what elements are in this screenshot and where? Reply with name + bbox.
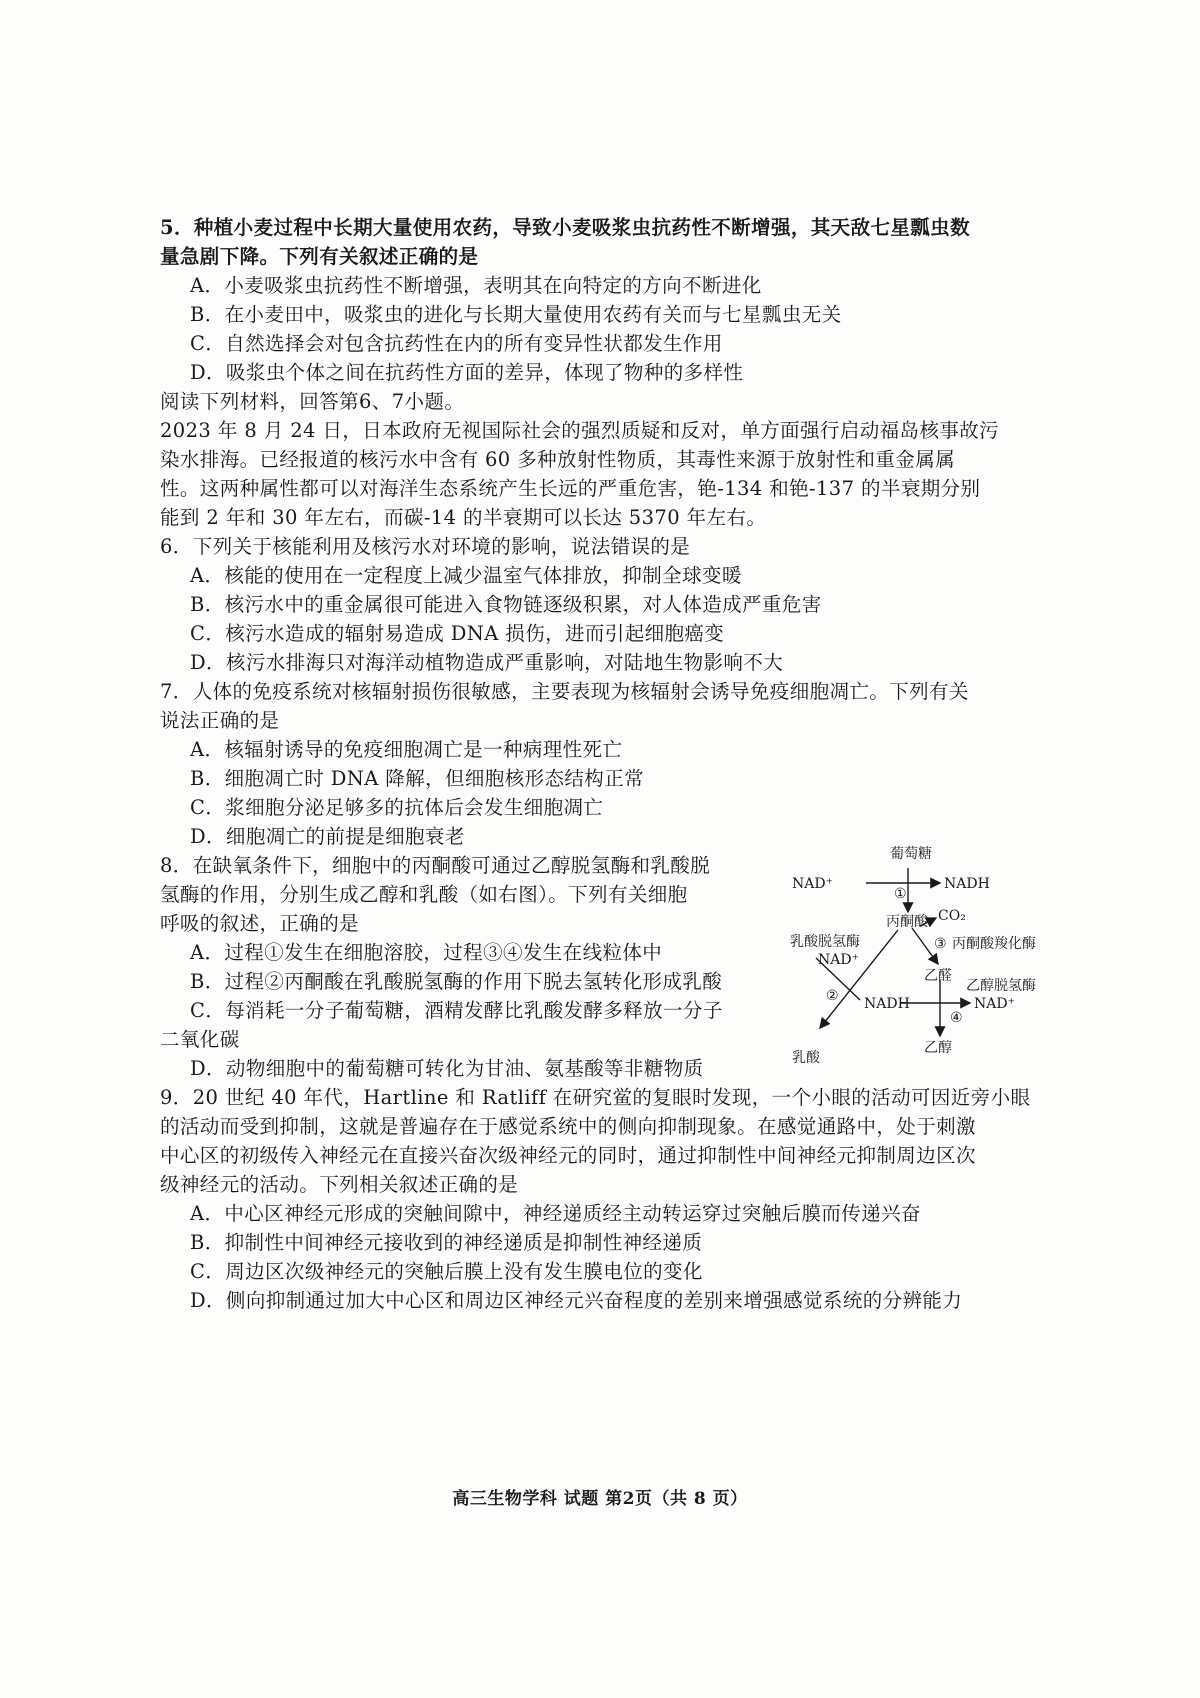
question-9-stem-line-4: 级神经元的活动。下列相关叙述正确的是 [160,1173,519,1196]
label-pyruvate: 丙酮酸 [886,914,928,930]
label-step-1: ① [894,886,907,902]
question-7-option-a: A．核辐射诱导的免疫细胞凋亡是一种病理性死亡 [190,738,623,761]
material-intro: 阅读下列材料，回答第6、7小题。 [160,390,465,413]
question-9-option-c: C．周边区次级神经元的突触后膜上没有发生膜电位的变化 [190,1260,703,1283]
respiration-pathway-diagram [790,840,1090,1070]
label-nadh-bottom: NADH [864,996,910,1012]
label-alcohol-dehydrogenase: 乙醇脱氢酶 [966,978,1036,994]
material-line-4: 能到 2 年和 30 年左右，而碳-14 的半衰期可以长达 5370 年左右。 [160,506,767,529]
question-7-option-b: B．细胞凋亡时 DNA 降解，但细胞核形态结构正常 [190,767,645,790]
question-7-stem-line-2: 说法正确的是 [160,709,280,732]
question-6-option-d: D．核污水排海只对海洋动植物造成严重影响，对陆地生物影响不大 [190,651,784,674]
question-8-stem-line-1: 8．在缺氧条件下，细胞中的丙酮酸可通过乙醇脱氢酶和乳酸脱 [160,854,711,877]
question-8-stem-line-3: 呼吸的叙述，正确的是 [160,912,360,935]
question-7-option-d: D．细胞凋亡的前提是细胞衰老 [190,825,465,848]
question-5-stem-line-2: 量急剧下降。下列有关叙述正确的是 [160,245,479,268]
label-acetaldehyde: 乙醛 [924,968,952,984]
label-nadh-top: NADH [944,876,990,892]
label-co2: CO₂ [938,908,966,924]
question-6-option-b: B．核污水中的重金属很可能进入食物链逐级积累，对人体造成严重危害 [190,593,822,616]
page-footer: 高三生物学科 试题 第2页（共 8 页） [452,1489,748,1509]
material-line-1: 2023 年 8 月 24 日，日本政府无视国际社会的强烈质疑和反对，单方面强行启动福岛核事故污 [160,419,1000,442]
label-pyruvate-decarboxylase: 丙酮酸羧化酶 [952,936,1036,952]
label-ethanol: 乙醇 [924,1040,952,1056]
question-8-option-d: D．动物细胞中的葡萄糖可转化为甘油、氨基酸等非糖物质 [190,1057,704,1080]
question-9-stem-line-1: 9．20 世纪 40 年代，Hartline 和 Ratliff 在研究鲎的复眼时发现，一个小眼的活动可因近旁小眼 [160,1086,1031,1109]
label-nad-plus-top: NAD⁺ [792,876,833,892]
label-lactate-dehydrogenase: 乳酸脱氢酶 [790,934,860,950]
question-8-stem-line-2: 氢酶的作用，分别生成乙醇和乳酸（如右图）。下列有关细胞 [160,883,688,906]
label-step-2: ② [826,988,839,1004]
question-5-option-d: D．吸浆虫个体之间在抗药性方面的差异，体现了物种的多样性 [190,361,744,384]
question-9-option-d: D．侧向抑制通过加大中心区和周边区神经元兴奋程度的差别来增强感觉系统的分辨能力 [190,1289,963,1312]
material-line-3: 性。这两种属性都可以对海洋生态系统产生长远的严重危害，铯-134 和铯-137 的半衰期分别 [160,477,981,500]
question-5-stem-line-1: 5．种植小麦过程中长期大量使用农药，导致小麦吸浆虫抗药性不断增强，其天敌七星瓢虫数 [160,216,970,239]
material-line-2: 染水排海。已经报道的核污水中含有 60 多种放射性物质，其毒性来源于放射性和重金属属 [160,448,956,471]
question-7-option-c: C．浆细胞分泌足够多的抗体后会发生细胞凋亡 [190,796,604,819]
label-nad-plus-left: NAD⁺ [818,952,859,968]
label-nad-plus-right: NAD⁺ [974,996,1015,1012]
label-glucose: 葡萄糖 [890,846,932,862]
question-8-option-b: B．过程②丙酮酸在乳酸脱氢酶的作用下脱去氢转化形成乳酸 [190,970,723,993]
question-9-stem-line-3: 中心区的初级传入神经元在直接兴奋次级神经元的同时，通过抑制性中间神经元抑制周边区次 [160,1144,976,1167]
question-8-option-a: A．过程①发生在细胞溶胶，过程③④发生在线粒体中 [190,941,663,964]
label-lactate: 乳酸 [792,1050,820,1066]
question-8-option-c: C．每消耗一分子葡萄糖，酒精发酵比乳酸发酵多释放一分子 [190,999,723,1022]
question-7-stem-line-1: 7．人体的免疫系统对核辐射损伤很敏感，主要表现为核辐射会诱导免疫细胞凋亡。下列有关 [160,680,969,703]
question-8-option-c-continued: 二氧化碳 [160,1028,240,1051]
question-6-option-a: A．核能的使用在一定程度上减少温室气体排放，抑制全球变暖 [190,564,742,587]
question-5-option-c: C．自然选择会对包含抗药性在内的所有变异性状都发生作用 [190,332,723,355]
question-5-option-a: A．小麦吸浆虫抗药性不断增强，表明其在向特定的方向不断进化 [190,274,762,297]
question-9-stem-line-2: 的活动而受到抑制，这就是普遍存在于感觉系统中的侧向抑制现象。在感觉通路中，处于刺激 [160,1115,976,1138]
question-9-option-a: A．中心区神经元形成的突触间隙中，神经递质经主动转运穿过突触后膜而传递兴奋 [190,1202,921,1225]
question-9-option-b: B．抑制性中间神经元接收到的神经递质是抑制性神经递质 [190,1231,703,1254]
question-5-option-b: B．在小麦田中，吸浆虫的进化与长期大量使用农药有关而与七星瓢虫无关 [190,303,842,326]
label-step-3: ③ [934,936,947,952]
question-6-stem: 6．下列关于核能利用及核污水对环境的影响，说法错误的是 [160,535,691,558]
label-step-4: ④ [950,1010,963,1026]
question-6-option-c: C．核污水造成的辐射易造成 DNA 损伤，进而引起细胞癌变 [190,622,725,645]
